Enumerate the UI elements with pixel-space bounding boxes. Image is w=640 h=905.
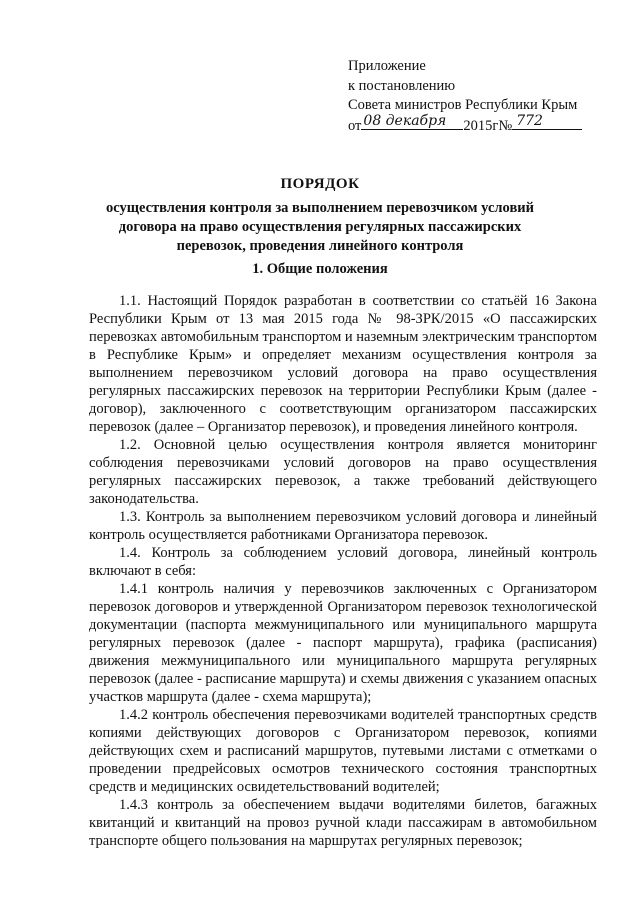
document-title: ПОРЯДОК [280, 176, 360, 192]
paragraph-1-2: 1.2. Основной целью осуществления контроля является мониторинг соблюдения перевозчиками условий договоров на право осуществления регулярных пассажирских перевозок, а также требований действующего законодательства. [89, 437, 597, 507]
handwritten-number: 772 [516, 112, 543, 129]
date-blank [361, 112, 463, 130]
appendix-line-3: Совета министров Республики Крым [348, 97, 578, 113]
paragraph-1-1: 1.1. Настоящий Порядок разработан в соответствии со статьёй 16 Закона Республики Крым от 13 мая 2015 года № 98-ЗРК/2015 «О пассажирских перевозках автомобильным транспортом и наземным электрическим транспортом в Республике Крым» и определяет механизм осуществления контроля за выполнением перевозчиком условий договора на право осуществления регулярных пассажирских перевозок на территории Республики Крым (далее - договор), заключенного с соответствующим организатором пассажирских перевозок (далее – Организатор перевозок), и проведения линейного контроля. [89, 293, 598, 435]
handwritten-date: 08 декабря [363, 112, 447, 129]
paragraph-1-3: 1.3. Контроль за выполнением перевозчиком условий договора и линейный контроль осуществляется работниками Организатора перевозок. [89, 509, 597, 543]
paragraph-1-4-3: 1.4.3 контроль за обеспечением выдачи водителями билетов, багажных квитанций и квитанций на провоз ручной клади пассажирам в автомобильном транспорте общего пользования на маршрутах регулярных перевозок; [89, 797, 597, 849]
appendix-line-1: Приложение [348, 58, 426, 74]
number-blank [512, 112, 582, 130]
appendix-date-line [348, 112, 582, 137]
document-subtitle: осуществления контроля за выполнением перевозчиком условий договора на право осуществления регулярных пассажирских перевозок, проведения линейного контроля [106, 200, 534, 254]
section-heading: 1. Общие положения [252, 261, 388, 277]
from-label: от [348, 117, 362, 134]
year-label: 2015г [463, 117, 499, 134]
paragraph-1-4-1: 1.4.1 контроль наличия у перевозчиков заключенных с Организатором перевозок договоров и утвержденной Организатором перевозок технологической документации (паспорта межмуниципального или муниципального маршрута регулярных перевозок (далее - паспорт маршрута), графика (расписания) движения межмуниципального или муниципального маршрута регулярных перевозок (далее - расписание маршрута) и схемы движения с указанием опасных участков маршрута (далее - схема маршрута); [89, 581, 597, 705]
paragraph-1-4-2: 1.4.2 контроль обеспечения перевозчиками водителей транспортных средств копиями действующих договоров с Организатором перевозок, копиями действующих схем и расписаний маршрутов, путевыми листами с отметками о проведении предрейсовых осмотров технического состояния транспортных средств и медицинских освидетельствований водителей; [89, 707, 597, 795]
appendix-line-2: к постановлению [348, 77, 456, 94]
document-body [89, 292, 597, 850]
number-label: № [498, 117, 513, 134]
appendix-block [348, 57, 582, 136]
paragraph-1-4: 1.4. Контроль за соблюдением условий договора, линейный контроль включают в себя: [89, 545, 597, 579]
